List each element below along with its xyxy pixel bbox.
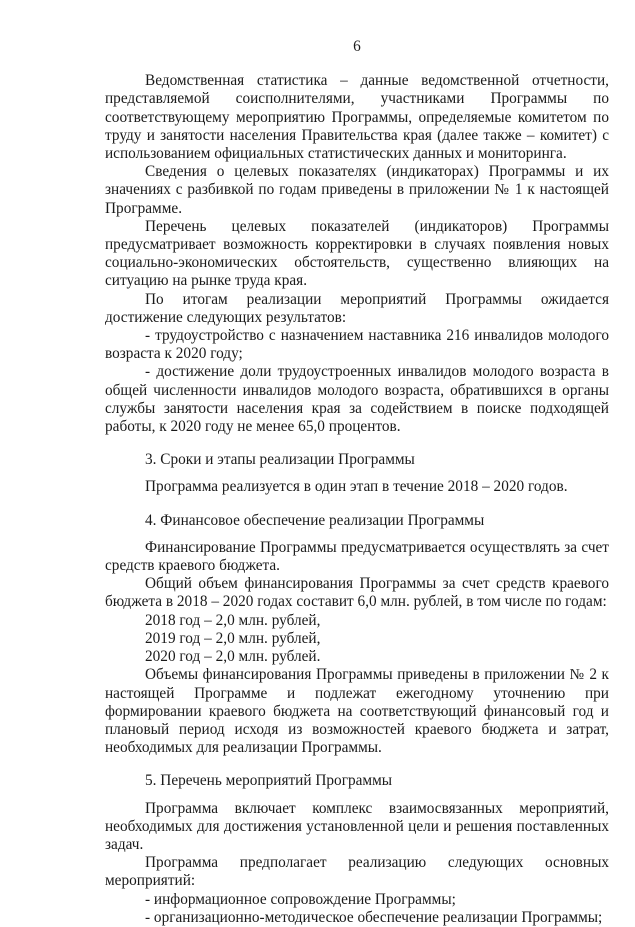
section-5-paragraph-1: Программа включает комплекс взаимосвязанных мероприятий, необходимых для достижения установленной цели и решения поставленных задач. <box>105 799 609 853</box>
funding-year-line: 2019 год – 2,0 млн. рублей, <box>145 629 321 647</box>
section-4-paragraph-1: Финансирование Программы предусматривается осуществлять за счет средств краевого бюджета. <box>105 538 609 575</box>
paragraph-indicators-info: Сведения о целевых показателях (индикаторах) Программы и их значениях с разбивкой по годам приведены в приложении № 1 к настоящей Программе. <box>105 163 609 217</box>
section-3-text: Программа реализуется в один этап в течение 2018 – 2020 годов. <box>145 478 568 496</box>
section-4-paragraph-3: Объемы финансирования Программы приведены в приложении № 2 к настоящей Программе и подлежат ежегодному уточнению при формировании краевого бюджета на соответствующий финансовый год и плановый период исходя из возможностей краевого бюджета и затрат, необходимых для реализации Программы. <box>105 666 609 757</box>
funding-year-line: 2018 год – 2,0 млн. рублей, <box>145 611 321 629</box>
result-item: - трудоустройство с назначением наставника 216 инвалидов молодого возраста к 2020 году; <box>105 327 609 363</box>
measure-item: - организационно-методическое обеспечение реализации Программы; <box>145 908 603 926</box>
paragraph-indicators-list: Перечень целевых показателей (индикаторов) Программы предусматривает возможность корректировки в случаях появления новых социально-экономических обстоятельств, существенно влияющих на ситуацию на рынке труда края. <box>105 217 609 290</box>
paragraph-statistics: Ведомственная статистика – данные ведомственной отчетности, представляемой соисполнителями, участниками Программы по соответствующему мероприятию Программы, определяемые комитетом по труду и занятости населения Правительства края (далее также – комитет) с использованием официальных статистических данных и мониторинга. <box>105 72 609 163</box>
section-5-paragraph-2: Программа предполагает реализацию следующих основных мероприятий: <box>105 854 609 890</box>
funding-year-line: 2020 год – 2,0 млн. рублей. <box>145 648 321 666</box>
section-3-title: 3. Сроки и этапы реализации Программы <box>145 451 415 469</box>
result-item: - достижение доли трудоустроенных инвалидов молодого возраста в общей численности инвалидов молодого возраста, обратившихся в органы службы занятости населения края за содействием в поиске подходящей работы, к 2020 году не менее 65,0 процентов. <box>105 363 609 436</box>
paragraph-results-intro: По итогам реализации мероприятий Программы ожидается достижение следующих результатов: <box>105 290 609 326</box>
measure-item: - информационное сопровождение Программы; <box>145 890 456 908</box>
section-4-title: 4. Финансовое обеспечение реализации Программы <box>145 511 485 529</box>
page-number: 6 <box>353 38 361 55</box>
section-5-title: 5. Перечень мероприятий Программы <box>145 772 393 790</box>
section-4-paragraph-2: Общий объем финансирования Программы за счет средств краевого бюджета в 2018 – 2020 годах составит 6,0 млн. рублей, в том числе по годам: <box>105 575 609 611</box>
